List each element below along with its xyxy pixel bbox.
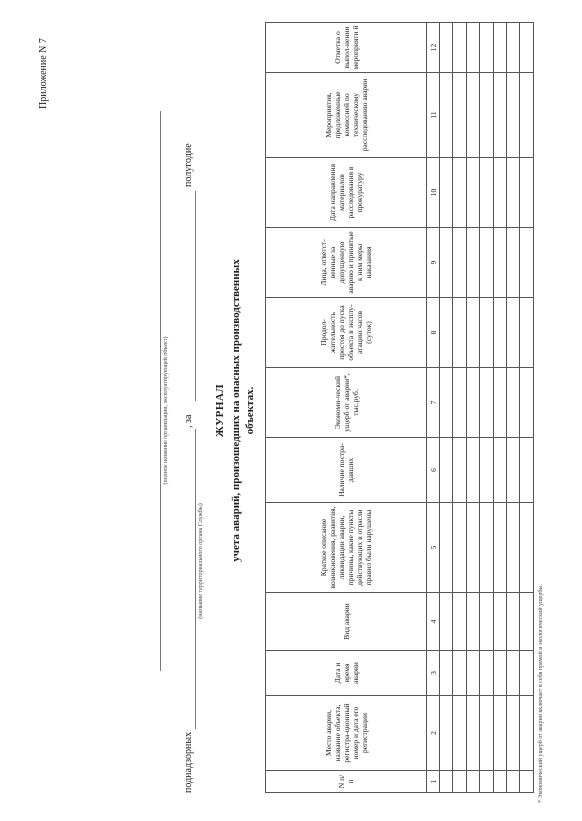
table-cell [480,696,493,771]
appendix-label: Приложение N 7 [38,38,49,109]
col-number: 2 [427,696,440,771]
table-cell [506,73,519,158]
table-cell [480,503,493,593]
table-cell [520,696,533,771]
table-cell [466,368,479,438]
table-cell [440,158,453,228]
col-header-completion: Отметка о выпол-нении мероприяти й [266,23,427,73]
table-cell [506,503,519,593]
table-cell [440,651,453,696]
col-header-number: N п/п [266,771,427,793]
table-cell [480,771,493,793]
table-cell [440,771,453,793]
col-header-datetime: Дата и время аварии [266,651,427,696]
table-cell [440,298,453,368]
table-cell [506,593,519,651]
header-row [266,23,427,793]
table-cell [480,73,493,158]
table-cell [520,771,533,793]
table-cell [480,298,493,368]
table-cell [453,651,466,696]
org-name-caption: (полное название организации, эксплуатирующей объект) [163,336,169,485]
column-numbers-row [427,23,440,793]
table-cell [453,503,466,593]
period-line [195,191,196,401]
table-cell [506,228,519,298]
col-number: 8 [427,298,440,368]
table-cell [466,158,479,228]
table-cell [493,73,506,158]
col-number: 6 [427,438,440,503]
col-number: 12 [427,23,440,73]
table-cell [493,771,506,793]
table-cell [480,651,493,696]
table-cell [493,298,506,368]
table-cell [440,368,453,438]
table-cell [506,23,519,73]
table-cell [506,368,519,438]
table-cell [506,298,519,368]
period-for-label: , за [183,414,194,428]
col-header-responsible: Лица, ответст-венные за допущенную аварию и принятые к ним меры наказания [266,228,427,298]
table-cell [520,651,533,696]
table-cell [466,73,479,158]
table-cell [493,696,506,771]
col-number: 7 [427,368,440,438]
col-header-damage: Экономи-ческий ущерб от аварии*, тыс.руб. [266,368,427,438]
table-row [520,23,533,793]
table-cell [440,593,453,651]
table-cell [453,298,466,368]
table-cell [453,228,466,298]
org-name-line [160,111,161,671]
supervised-label: поднадзорных [183,731,194,793]
col-number: 10 [427,158,440,228]
table-cell [440,438,453,503]
table-cell [520,298,533,368]
table-cell [453,73,466,158]
table-cell [520,593,533,651]
table-cell [520,23,533,73]
table-cell [453,771,466,793]
table-cell [506,438,519,503]
table-cell [493,368,506,438]
col-number: 4 [427,593,440,651]
table-cell [453,158,466,228]
table-row [440,23,453,793]
table-cell [493,651,506,696]
table-cell [466,503,479,593]
table-row [493,23,506,793]
table-row [480,23,493,793]
col-number: 1 [427,771,440,793]
col-header-location: Место аварии, название объекта, регистра-ционный номер и дата его регистрации [266,696,427,771]
table-cell [520,158,533,228]
table-cell [466,228,479,298]
col-number: 9 [427,228,440,298]
table-cell [480,593,493,651]
service-caption: (название территориального органа Службы) [198,503,204,619]
table-row [466,23,479,793]
col-header-measures: Мероприятия, предложенные комиссией по техническому расследованию аварии [266,73,427,158]
table-cell [466,651,479,696]
half-year-label: полугодие [183,143,194,187]
table-cell [480,23,493,73]
col-header-downtime: Продол-жительность простоя до пуска объекта в эксплу-атацию часов (суток) [266,298,427,368]
table-cell [520,73,533,158]
service-name-line [195,429,196,729]
journal-subtitle: учета аварий, произошедших на опасных производственных [230,259,242,562]
table-cell [520,228,533,298]
col-header-description: Краткое описание возникновения, развития, ликвидации аварии, причины, какие пункты действующих в отрасли правил были нарушены [266,503,427,593]
table-cell [453,593,466,651]
table-cell [520,368,533,438]
table-cell [453,368,466,438]
table-cell [453,23,466,73]
table-cell [493,23,506,73]
table-cell [480,228,493,298]
table-cell [453,696,466,771]
table-cell [466,771,479,793]
table-cell [440,696,453,771]
table-cell [493,438,506,503]
table-cell [506,696,519,771]
table-cell [466,593,479,651]
table-cell [480,158,493,228]
journal-subtitle-end: объектах. [244,386,256,435]
table-cell [493,158,506,228]
accidents-journal-table [265,22,534,793]
table-cell [480,438,493,503]
table-cell [480,368,493,438]
table-row [453,23,466,793]
table-cell [493,228,506,298]
table-cell [520,438,533,503]
table-cell [493,593,506,651]
blank-rows [440,23,534,793]
table-cell [440,503,453,593]
table-cell [440,73,453,158]
col-header-prosecutor-date: Дата направления материалов расследования в прокуратуру [266,158,427,228]
table-cell [493,503,506,593]
table-cell [506,158,519,228]
table-cell [466,23,479,73]
table-cell [506,771,519,793]
table-cell [506,651,519,696]
footnote: * Экономический ущерб от аварии включает в себя прямой и экологический ущербы. [538,584,544,803]
table-row [506,23,519,793]
col-header-victims: Наличие постра-давших [266,438,427,503]
table-cell [440,23,453,73]
table-cell [453,438,466,503]
table-cell [466,298,479,368]
col-number: 5 [427,503,440,593]
table-cell [466,438,479,503]
journal-title: ЖУРНАЛ [214,383,226,438]
col-header-type: Вид аварии [266,593,427,651]
table-cell [520,503,533,593]
col-number: 11 [427,73,440,158]
table-cell [466,696,479,771]
col-number: 3 [427,651,440,696]
table-cell [440,228,453,298]
